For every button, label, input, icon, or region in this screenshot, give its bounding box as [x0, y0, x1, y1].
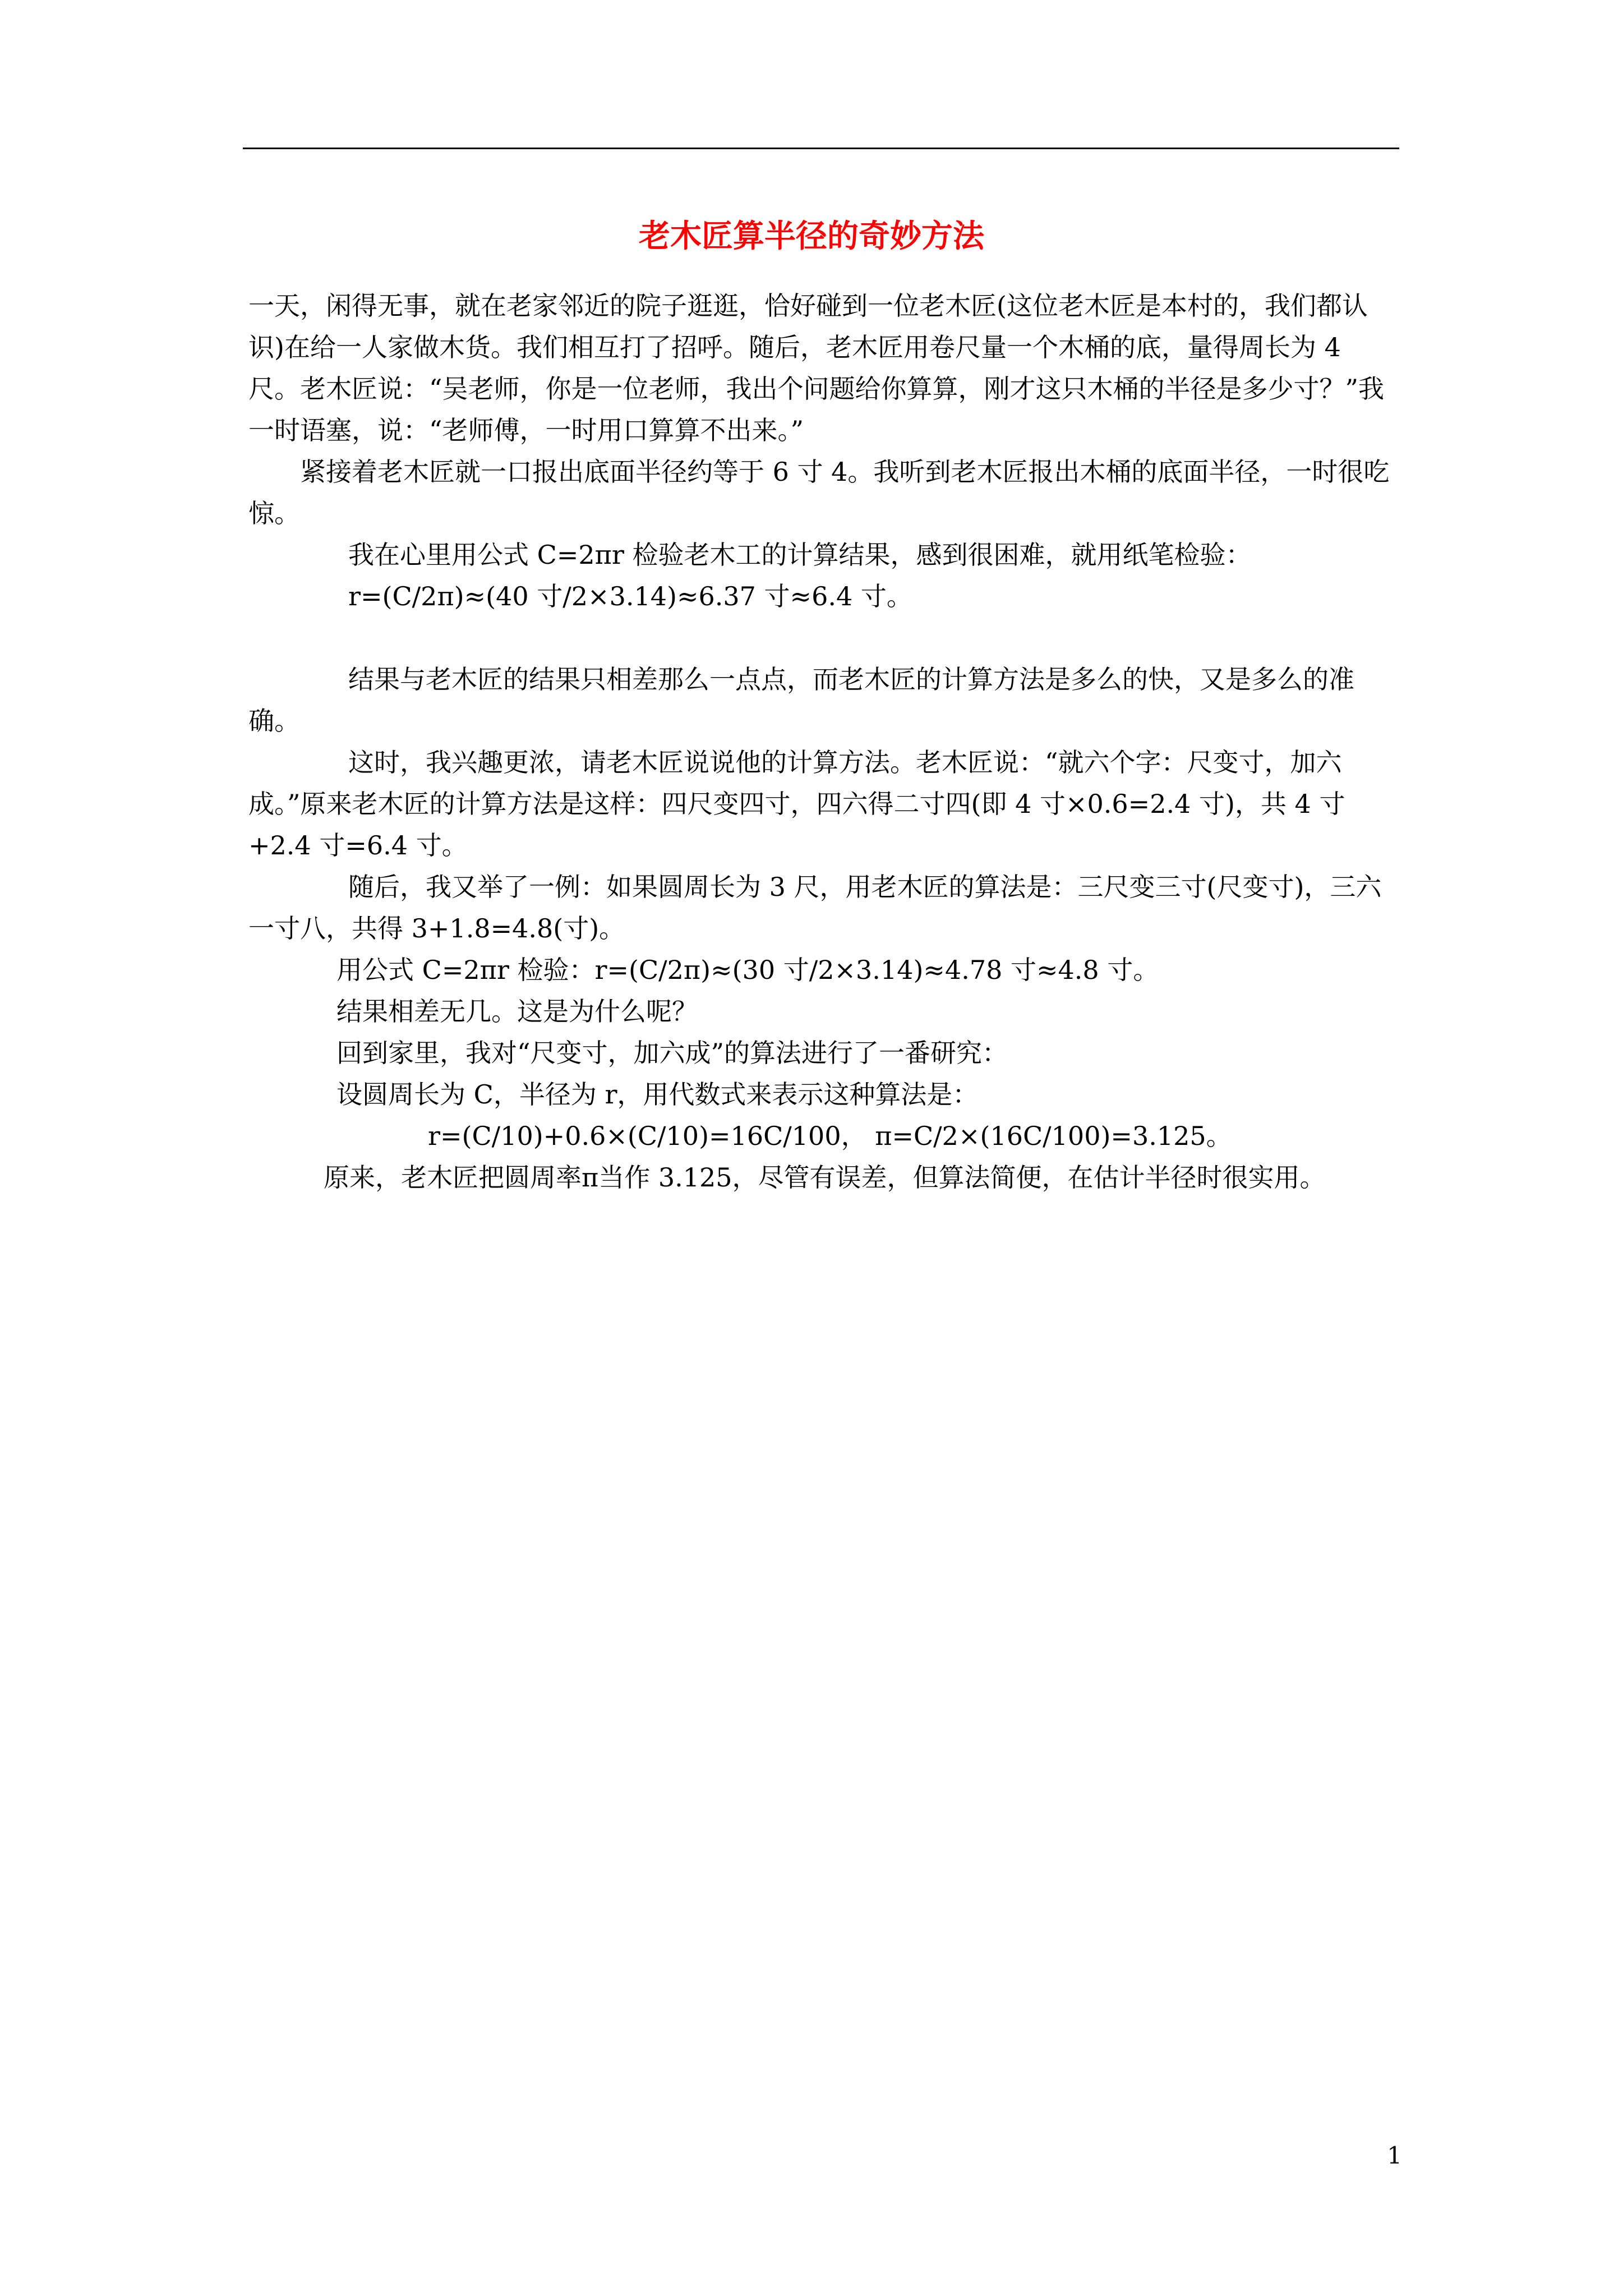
paragraph-8: 结果相差无几。这是为什么呢？ [336, 996, 698, 1027]
formula-1: r=(C/2π)≈(40 寸/2×3.14)≈6.37 寸≈6.4 寸。 [348, 581, 912, 611]
paragraph-7: 用公式 C=2πr 检验：r=(C/2π)≈(30 寸/2×3.14)≈4.78 寸≈4.8 寸。 [336, 955, 1159, 985]
header-rule [243, 148, 1399, 149]
paragraph-2: 紧接着老木匠就一口报出底面半径约等于 6 寸 4。我听到老木匠报出木桶的底面半径，一时很吃惊。 [248, 457, 1390, 528]
paragraph-4: 结果与老木匠的结果只相差那么一点点，而老木匠的计算方法是多么的快，又是多么的准确。 [248, 664, 1354, 736]
paragraph-9: 回到家里，我对“尺变寸，加六成”的算法进行了一番研究： [336, 1038, 1008, 1068]
document-title: 老木匠算半径的奇妙方法 [639, 218, 984, 255]
formula-2: r=(C/10)+0.6×(C/10)=16C/100， π=C/2×(16C/100)=3.125。 [428, 1121, 1232, 1151]
page-number: 1 [1387, 2142, 1402, 2169]
paragraph-6: 随后，我又举了一例：如果圆周长为 3 尺，用老木匠的算法是：三尺变三寸(尺变寸)，三六一寸八，共得 3+1.8=4.8(寸)。 [248, 872, 1382, 944]
paragraph-1: 一天，闲得无事，就在老家邻近的院子逛逛，恰好碰到一位老木匠(这位老木匠是本村的，我们都认识)在给一人家做木货。我们相互打了招呼。随后，老木匠用卷尺量一个木桶的底，量得周长为 4 尺。老木匠说：“吴老师，你是一位老师，我出个问题给你算算，刚才这只木桶的半径是多少寸？”我一时语塞，说：“老师傅，一时用口算算不出来。” [248, 291, 1385, 445]
blank-line [248, 617, 1399, 659]
paragraph-10: 设圆周长为 C，半径为 r，用代数式来表示这种算法是： [336, 1079, 979, 1110]
paragraph-11: 原来，老木匠把圆周率π当作 3.125，尽管有误差，但算法简便，在估计半径时很实用。 [324, 1162, 1326, 1193]
document-body [248, 285, 1399, 1198]
paragraph-5: 这时，我兴趣更浓，请老木匠说说他的计算方法。老木匠说：“就六个字：尺变寸，加六成。”原来老木匠的计算方法是这样：四尺变四寸，四六得二寸四(即 4 寸×0.6=2.4 寸)，共 4 寸+2.4 寸=6.4 寸。 [248, 747, 1345, 861]
paragraph-3: 我在心里用公式 C=2πr 检验老木工的计算结果，感到很困难，就用纸笔检验： [348, 540, 1252, 570]
